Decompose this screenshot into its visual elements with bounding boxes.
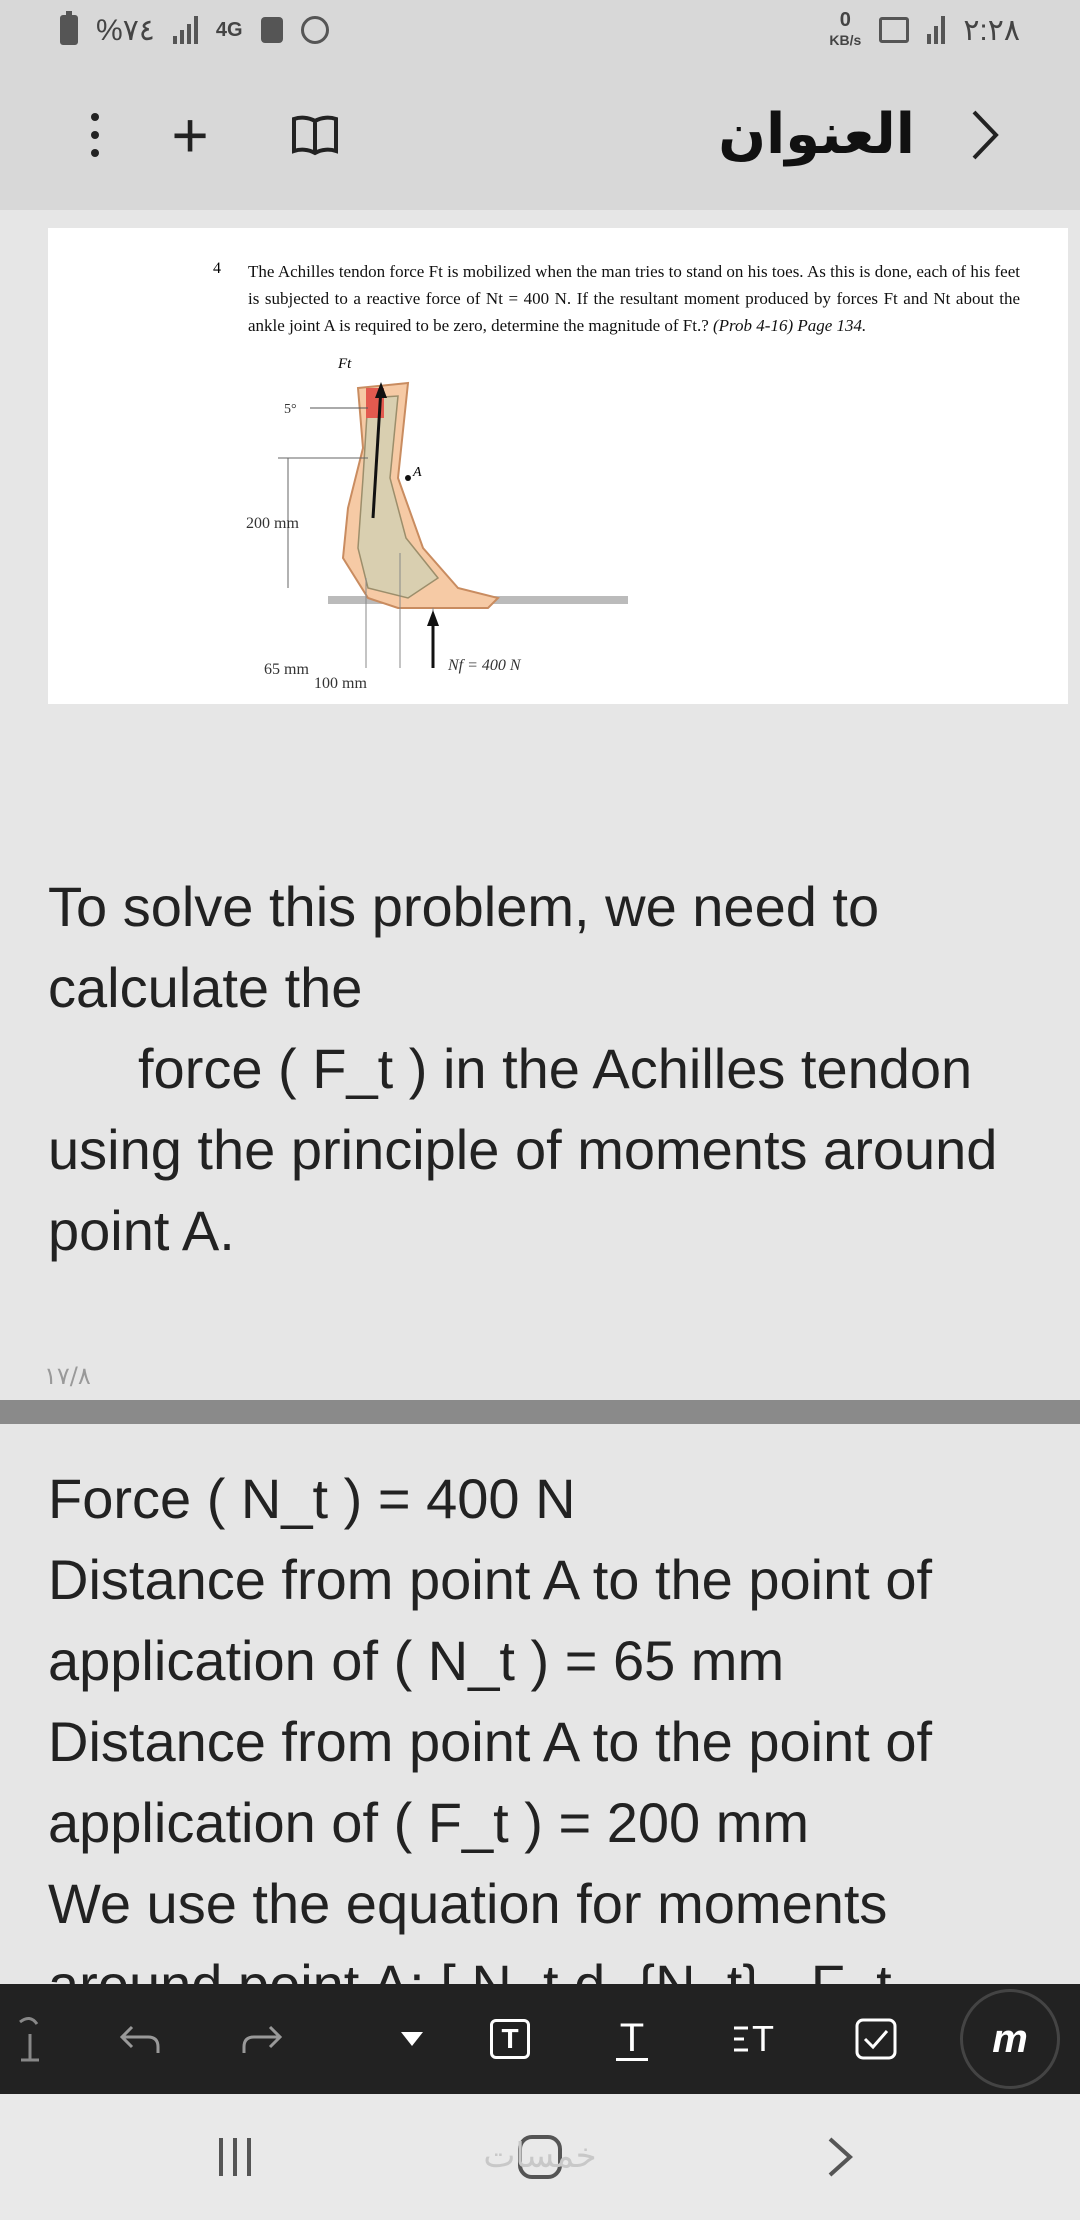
answer-paragraph-1[interactable]	[48, 866, 1048, 1271]
edit-toolbar	[0, 1984, 1080, 2094]
watermark-text: خمسات	[483, 2136, 597, 2176]
problem-text: The Achilles tendon force Ft is mobilized when the man tries to stand on his toes. As this is done, each of his feet is subjected to a reactive force of Nt = 400 N. If the resultant moment produced by forces Ft and Nt about the ankle joint A is required to be zero, determine the magnitude of Ft.?	[248, 262, 1020, 335]
line-force: Force ( N_t ) = 400 N	[48, 1467, 576, 1530]
nav-back-button[interactable]	[815, 2122, 865, 2192]
network-type: 4G	[215, 19, 243, 41]
text-box-button[interactable]	[480, 1984, 540, 2094]
text-align-icon	[734, 2018, 774, 2060]
handwriting-button[interactable]	[960, 1989, 1060, 2089]
system-nav-bar	[0, 2094, 1080, 2220]
problem-number: 4	[213, 260, 221, 277]
text-style-button[interactable]	[10, 1984, 50, 2094]
back-button[interactable]	[955, 100, 1015, 170]
problem-image[interactable]	[48, 228, 1068, 704]
redo-icon	[240, 2021, 284, 2057]
add-button[interactable]	[160, 100, 220, 170]
net-speed-value: 0	[839, 9, 851, 31]
battery-icon	[60, 15, 78, 45]
line-equation: We use the equation for moments	[48, 1872, 888, 1935]
signal-icon	[173, 16, 198, 44]
redo-button[interactable]	[232, 1984, 292, 2094]
clock: ٢:٢٨	[963, 13, 1020, 47]
para1-line-2: force ( F_t ) in the Achilles tendon using the principle of moments around point A.	[48, 1037, 998, 1262]
chevron-right-icon	[968, 108, 1002, 162]
net-speed	[829, 10, 861, 50]
text-format-button[interactable]	[602, 1984, 662, 2094]
caret-down-icon	[401, 2032, 423, 2046]
plus-icon: +	[171, 99, 209, 171]
net-speed-unit: KB/s	[829, 32, 862, 48]
label-angle: 5°	[284, 402, 297, 417]
alarm-icon	[301, 16, 329, 44]
label-100mm: 100 mm	[314, 675, 367, 692]
line-distance-nt: Distance from point A to the point of application of ( N_t ) = 65 mm	[48, 1548, 933, 1692]
undo-icon	[118, 2021, 162, 2057]
checkbox-icon	[854, 2017, 898, 2061]
image-icon	[879, 17, 909, 43]
text-align-button[interactable]	[724, 1984, 784, 2094]
align-lines-icon	[734, 2024, 748, 2054]
text-align-glyph: T	[752, 2018, 774, 2059]
nf-arrow-head	[427, 610, 439, 626]
dropdown-button[interactable]	[392, 1984, 432, 2094]
more-vertical-icon	[91, 108, 99, 162]
checkbox-button[interactable]	[846, 1984, 906, 2094]
page-title[interactable]: العنوان	[718, 102, 915, 167]
label-200mm: 200 mm	[246, 515, 299, 532]
label-65mm: 65 mm	[264, 661, 309, 678]
page-indicator: ١٧/٨	[44, 1362, 91, 1390]
answer-paragraph-2	[48, 1458, 1068, 2025]
problem-statement	[248, 258, 1020, 339]
recents-button[interactable]	[210, 2122, 260, 2192]
answer-section-2[interactable]	[0, 1424, 1080, 1984]
status-left	[60, 13, 329, 48]
label-nf: Nf = 400 N	[448, 657, 521, 674]
undo-button[interactable]	[110, 1984, 170, 2094]
lock-icon	[261, 17, 283, 43]
text-size-icon	[15, 2014, 45, 2064]
pen-icon: m	[992, 2016, 1028, 2061]
book-icon	[290, 113, 340, 157]
page-divider	[0, 1400, 1080, 1424]
label-ft: Ft	[338, 356, 352, 372]
label-a: A	[413, 465, 422, 480]
app-header	[0, 60, 1080, 210]
more-options-button[interactable]	[70, 100, 120, 170]
home-button[interactable]	[470, 2122, 610, 2192]
reading-mode-button[interactable]	[285, 100, 345, 170]
status-right	[829, 10, 1020, 50]
text-underline-icon: T	[616, 2018, 648, 2061]
foot-diagram	[248, 358, 648, 698]
signal-strength-icon	[927, 16, 945, 44]
point-a	[405, 475, 411, 481]
chevron-right-nav-icon	[826, 2135, 854, 2179]
text-box-icon: T	[490, 2019, 530, 2059]
para1-line-1: To solve this problem, we need to calculate the	[48, 875, 880, 1019]
status-bar	[0, 0, 1080, 60]
line-distance-ft: Distance from point A to the point of application of ( F_t ) = 200 mm	[48, 1710, 933, 1854]
problem-reference: (Prob 4-16) Page 134.	[713, 316, 867, 335]
battery-percent: %٧٤	[96, 13, 155, 47]
